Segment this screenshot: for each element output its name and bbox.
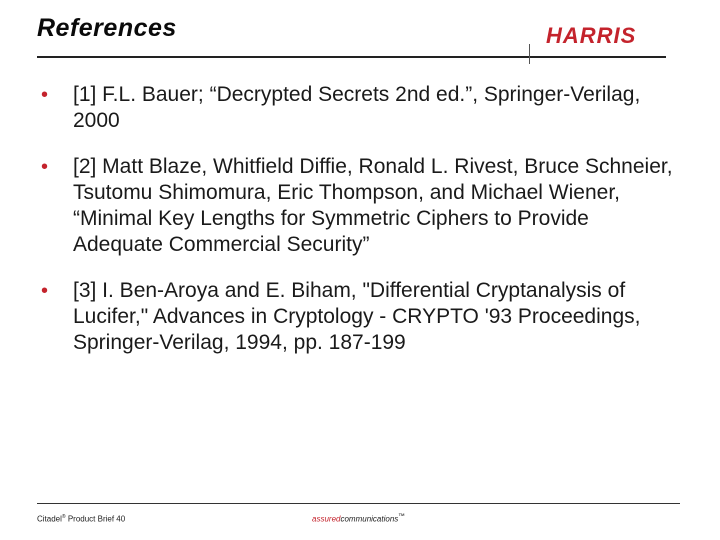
reference-item xyxy=(40,154,680,258)
harris-logo-text: HARRIS xyxy=(546,23,637,48)
references-list xyxy=(40,82,680,356)
slide-title: References xyxy=(37,14,177,42)
reference-text: [2] Matt Blaze, Whitfield Diffie, Ronald L. Rivest, Bruce Schneier, Tsutomu Shimomura, Eric Thompson, and Michael Wiener, “Minimal Key Lengths for Symmetric Ciphers to Provide Adequate Commercial Security” xyxy=(73,155,673,256)
title-divider xyxy=(37,56,666,58)
bullet-icon: • xyxy=(41,84,49,106)
reference-text: [3] I. Ben-Aroya and E. Biham, "Differential Cryptanalysis of Lucifer," Advances in Cryptology - CRYPTO '93 Proceedings, Springer-Verilag, 1994, pp. 187-199 xyxy=(73,279,641,354)
bullet-icon: • xyxy=(41,280,49,302)
footer-divider xyxy=(37,503,680,504)
bullet-icon: • xyxy=(41,156,49,178)
logo-divider xyxy=(529,44,530,64)
footer-tagline: assuredcommunications™ xyxy=(312,513,405,524)
footer-product-brief: Citadel® Product Brief 40 xyxy=(37,514,126,524)
reference-item xyxy=(40,278,680,356)
reference-text: [1] F.L. Bauer; “Decrypted Secrets 2nd ed.”, Springer-Verilag, 2000 xyxy=(73,83,641,132)
harris-logo xyxy=(546,20,666,50)
reference-item xyxy=(40,82,680,134)
